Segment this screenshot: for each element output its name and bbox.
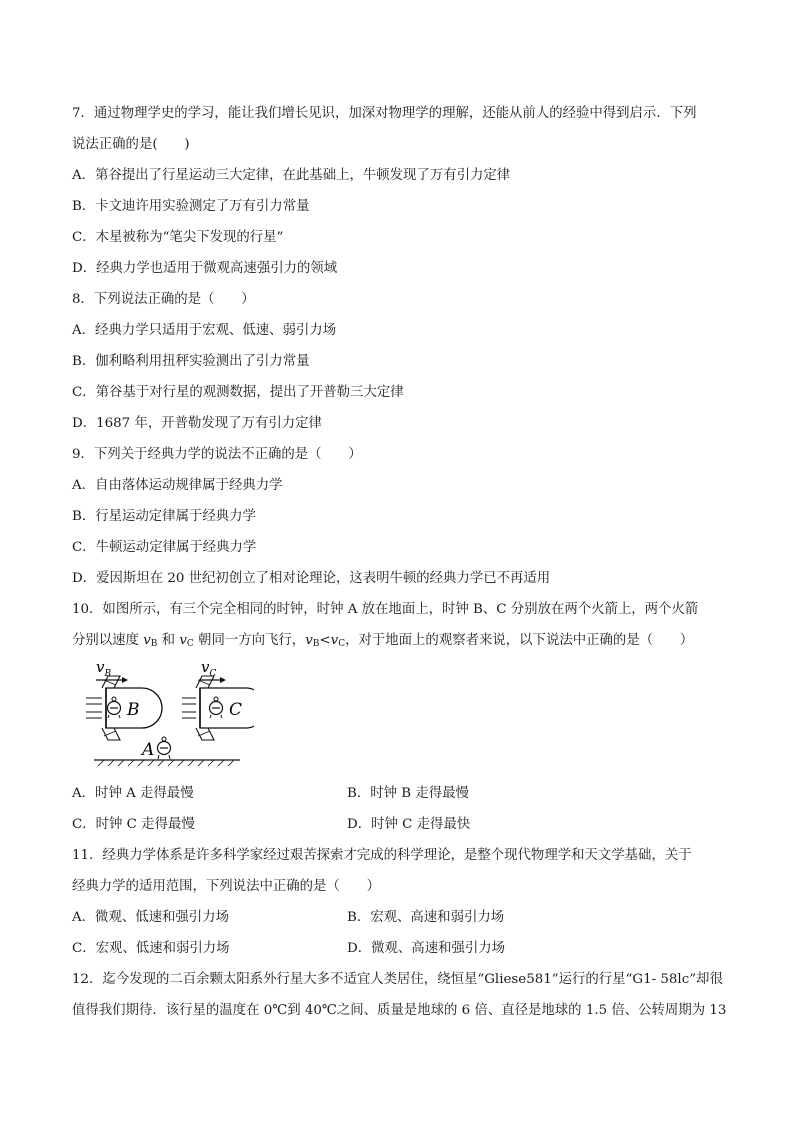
rocket-clock-figure: [74, 658, 254, 776]
question-10-options-row2: [72, 809, 722, 840]
question-10-option-d: D．时钟 C 走得最快: [347, 817, 471, 832]
velocity-subscript: B: [312, 639, 320, 649]
question-10-option-c: C．时钟 C 走得最慢: [72, 817, 195, 832]
question-9-option-d: D．爱因斯坦在 20 世纪初创立了相对论理论，这表明牛顿的经典力学已不再适用: [72, 571, 551, 586]
question-11-option-c: C．宏观、低速和弱引力场: [72, 941, 230, 956]
question-11-option-d: D．微观、高速和强引力场: [347, 941, 506, 956]
velocity-subscript: C: [186, 639, 194, 649]
ground: [94, 760, 240, 766]
velocity-subscript: C: [338, 639, 346, 649]
question-11-option-b: B．宏观、高速和弱引力场: [347, 910, 505, 925]
question-8-option-b: B．伽利略利用扭秤实验测出了引力常量: [72, 354, 310, 369]
velocity-c-label: $v_C$: [201, 658, 217, 679]
question-7-stem-line1: 7．通过物理学史的学习，能让我们增长见识，加深对物理学的理解，还能从前人的经验中得到启示．下列: [72, 106, 697, 121]
question-10-stem-line1: 10．如图所示，有三个完全相同的时钟，时钟 A 放在地面上，时钟 B、C 分别放在两个火箭上，两个火箭: [72, 602, 699, 617]
question-10-option-a: A．时钟 A 走得最慢: [72, 786, 194, 801]
question-11-option-a: A．微观、低速和强引力场: [72, 910, 229, 925]
velocity-symbol: v: [305, 633, 313, 648]
clock-b-label: B: [127, 700, 140, 720]
clock-c-label: C: [229, 700, 243, 720]
velocity-b-label: $v_B$: [96, 658, 112, 679]
question-7-option-c: C．木星被称为“笔尖下发现的行星”: [72, 230, 284, 245]
question-8-stem: 8．下列说法正确的是（ ）: [72, 292, 255, 307]
rocket-clock-diagram: [74, 658, 254, 776]
question-7-stem-line2: 说法正确的是( ): [72, 137, 190, 152]
clock-b-icon: [108, 697, 121, 718]
question-10-stem-line2: [72, 625, 722, 656]
question-8-option-d: D．1687 年，开普勒发现了万有引力定律: [72, 416, 322, 431]
less-than-sign: <: [319, 633, 331, 648]
question-7-option-a: A．第谷提出了行星运动三大定律，在此基础上，牛顿发现了万有引力定律: [72, 168, 511, 183]
question-11-stem-line1: 11．经典力学体系是许多科学家经过艰苦探索才完成的科学理论，是整个现代物理学和天文学基础，关于: [72, 848, 692, 863]
question-7-option-b: B．卡文迪许用实验测定了万有引力常量: [72, 199, 310, 214]
clock-a-label: A: [142, 740, 155, 760]
question-11-options-row1: [72, 902, 722, 933]
question-10-option-b: B．时钟 B 走得最慢: [347, 786, 469, 801]
velocity-symbol: v: [179, 633, 187, 648]
rocket-b: [86, 676, 162, 740]
exam-page: [72, 98, 727, 1026]
question-7-option-d: D．经典力学也适用于微观高速强引力的领域: [72, 261, 338, 276]
question-9-option-b: B．行星运动定律属于经典力学: [72, 509, 256, 524]
question-8-option-c: C．第谷基于对行星的观测数据，提出了开普勒三大定律: [72, 385, 404, 400]
velocity-c-arrowhead: [220, 677, 226, 683]
question-12-stem-line2: 值得我们期待．该行星的温度在 0℃到 40℃之间、质量是地球的 6 倍、直径是地球的 1.5 倍、公转周期为 13: [72, 1003, 727, 1018]
stem-text: 和: [157, 633, 180, 648]
clock-c-icon: [210, 697, 223, 718]
question-12-stem-line1: 12．迄今发现的二百余颗太阳系外行星大多不适宜人类居住，绕恒星“Gliese581”运行的行星“G1- 58lc”却很: [72, 972, 723, 987]
velocity-b-arrowhead: [122, 677, 128, 683]
velocity-symbol: v: [330, 633, 339, 648]
velocity-symbol: v: [143, 633, 151, 648]
question-11-stem-line2: 经典力学的适用范围，下列说法中正确的是（ ）: [72, 879, 380, 894]
stem-text: 分别以速度: [72, 633, 144, 648]
question-9-option-a: A．自由落体运动规律属于经典力学: [72, 478, 283, 493]
question-9-option-c: C．牛顿运动定律属于经典力学: [72, 540, 257, 555]
velocity-subscript: B: [150, 639, 158, 649]
question-11-options-row2: [72, 933, 722, 964]
clock-a-icon: [158, 737, 171, 759]
stem-text: 朝同一方向飞行，: [193, 633, 306, 648]
question-8-option-a: A．经典力学只适用于宏观、低速、弱引力场: [72, 323, 337, 338]
stem-text: ，对于地面上的观察者来说，以下说法中正确的是（ ）: [345, 633, 694, 648]
question-9-stem: 9．下列关于经典力学的说法不正确的是（ ）: [72, 447, 362, 462]
question-10-options-row1: [72, 778, 722, 809]
